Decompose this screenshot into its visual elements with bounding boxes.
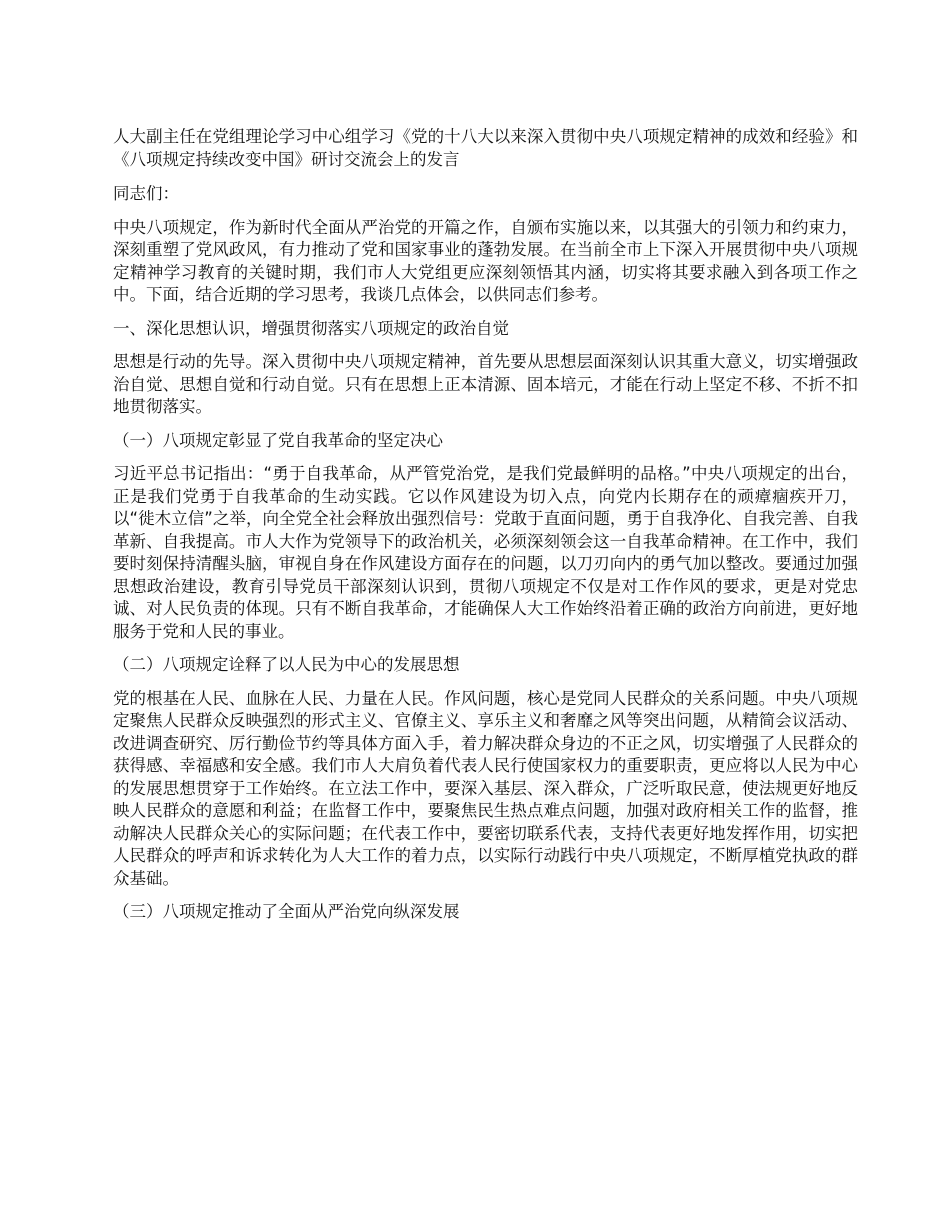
section-1-intro: 思想是行动的先导。深入贯彻中央八项规定精神，首先要从思想层面深刻认识其重大意义，切实增强政治自觉、思想自觉和行动自觉。只有在思想上正本清源、固本培元，才能在行动上坚定不移、不折不扣地贯彻落实。	[113, 352, 858, 416]
salutation: 同志们：	[113, 184, 179, 203]
subsection-1-body: 习近平总书记指出：“勇于自我革命，从严管党治党，是我们党最鲜明的品格。”中央八项规定的出台，正是我们党勇于自我革命的生动实践。它以作风建设为切入点，向党内长期存在的顽瘴痼疾开刀，以“徙木立信”之举，向全党全社会释放出强烈信号：党敢于直面问题，勇于自我净化、自我完善、自我革新、自我提高。市人大作为党领导下的政治机关，必须深刻领会这一自我革命精神。在工作中，我们要时刻保持清醒头脑，审视自身在作风建设方面存在的问题，以刀刃向内的勇气加以整改。要通过加强思想政治建设，教育引导党员干部深刻认识到，贯彻八项规定不仅是对工作作风的要求，更是对党忠诚、对人民负责的体现。只有不断自我革命，才能确保人大工作始终沿着正确的政治方向前进，更好地服务于党和人民的事业。	[113, 464, 858, 641]
section-1-heading: 一、深化思想认识，增强贯彻落实八项规定的政治自觉	[113, 318, 509, 338]
subsection-2-body: 党的根基在人民、血脉在人民、力量在人民。作风问题，核心是党同人民群众的关系问题。中央八项规定聚焦人民群众反映强烈的形式主义、官僚主义、享乐主义和奢靡之风等突出问题，从精简会议活动、改进调查研究、厉行勤俭节约等具体方面入手，着力解决群众身边的不正之风，切实增强了人民群众的获得感、幸福感和安全感。我们市人大肩负着代表人民行使国家权力的重要职责，更应将以人民为中心的发展思想贯穿于工作始终。在立法工作中，要深入基层、深入群众，广泛听取民意，使法规更好地反映人民群众的意愿和利益；在监督工作中，要聚焦民生热点难点问题，加强对政府相关工作的监督，推动解决人民群众关心的实际问题；在代表工作中，要密切联系代表，支持代表更好地发挥作用，切实把人民群众的呼声和诉求转化为人大工作的着力点，以实际行动践行中央八项规定，不断厚植党执政的群众基础。	[113, 688, 858, 888]
document-page	[113, 126, 858, 935]
subsection-2-heading: （二）八项规定诠释了以人民为中心的发展思想	[113, 655, 460, 674]
subsection-1-heading: （一）八项规定彰显了党自我革命的坚定决心	[113, 430, 443, 450]
intro-paragraph: 中央八项规定，作为新时代全面从严治党的开篇之作，自颁布实施以来，以其强大的引领力和约束力，深刻重塑了党风政风，有力推动了党和国家事业的蓬勃发展。在当前全市上下深入开展贯彻中央八项规定精神学习教育的关键时期，我们市人大党组更应深刻领悟其内涵，切实将其要求融入到各项工作之中。下面，结合近期的学习思考，我谈几点体会，以供同志们参考。	[113, 217, 858, 304]
document-title: 人大副主任在党组理论学习中心组学习《党的十八大以来深入贯彻中央八项规定精神的成效和经验》和《八项规定持续改变中国》研讨交流会上的发言	[113, 127, 858, 169]
subsection-3-heading: （三）八项规定推动了全面从严治党向纵深发展	[113, 902, 460, 921]
